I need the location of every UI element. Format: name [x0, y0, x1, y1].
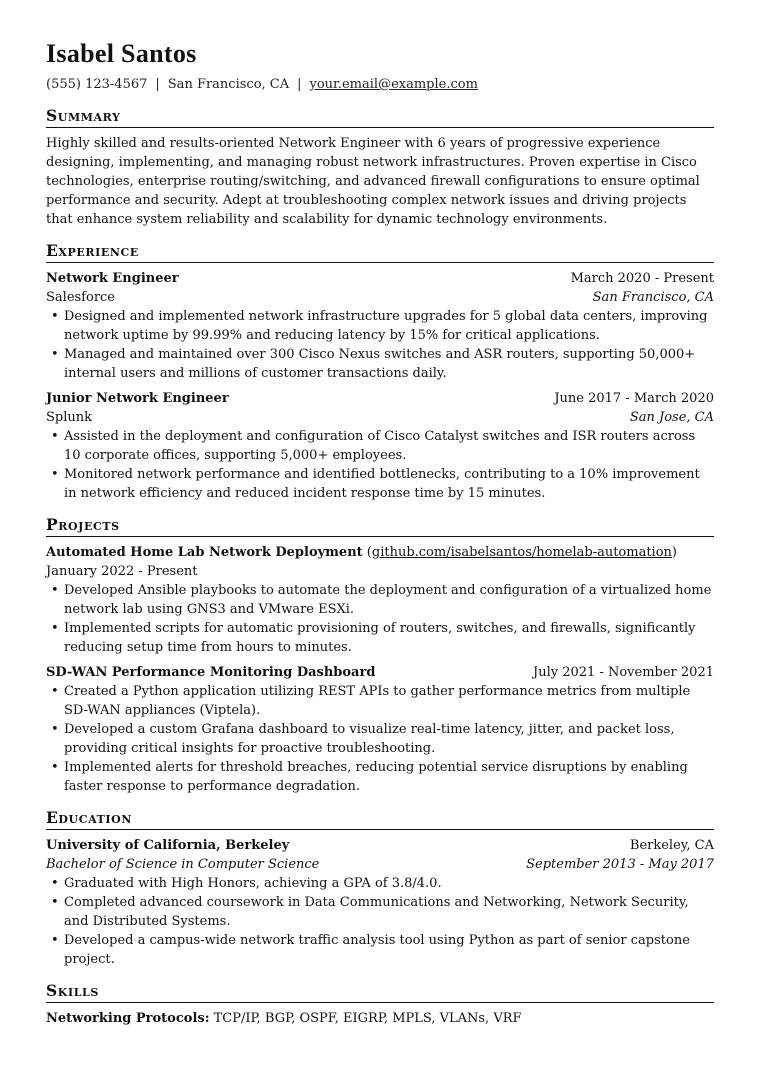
experience-section [46, 241, 714, 503]
list-item: • Created a Python application utilizing REST APIs to gather performance metrics from multiple SD-WAN appliances (Viptela). [46, 682, 714, 720]
list-item: • Developed Ansible playbooks to automate the deployment and configuration of a virtualized home network lab using GNS3 and VMware ESXi. [46, 581, 714, 619]
section-title-experience: Experience [46, 241, 714, 263]
skill-line [46, 1009, 714, 1028]
list-item: • Assisted in the deployment and configuration of Cisco Catalyst switches and ISR routers across 10 corporate offices, supporting 5,000+ employees. [46, 427, 714, 465]
list-item: • Developed a campus-wide network traffic analysis tool using Python as part of senior capstone project. [46, 931, 714, 969]
list-item: • Developed a custom Grafana dashboard to visualize real-time latency, jitter, and packet loss, providing critical insights for proactive troubleshooting. [46, 720, 714, 758]
education-entry [46, 836, 714, 969]
list-item: • Designed and implemented network infrastructure upgrades for 5 global data centers, improving network uptime by 99.99% and reducing latency by 15% for critical applications. [46, 307, 714, 345]
skills-section [46, 981, 714, 1028]
project-link[interactable]: github.com/isabelsantos/homelab-automation [371, 545, 672, 560]
job-company: Splunk [46, 410, 93, 425]
project-bullets [46, 581, 714, 657]
job-bullets [46, 307, 714, 383]
project-entry [46, 663, 714, 796]
summary-text: Highly skilled and results-oriented Network Engineer with 6 years of progressive experience designing, implementing, and managing robust network infrastructures. Proven expertise in Cisco technologies, enterprise routing/switching, and advanced firewall configurations to ensure optimal performance and security. Adept at troubleshooting complex network issues and driving projects that enhance system reliability and scalability for dynamic technology environments. [46, 136, 700, 227]
school-name: University of California, Berkeley [46, 838, 290, 853]
candidate-name: Isabel Santos [46, 39, 197, 68]
job-role: Junior Network Engineer [46, 391, 229, 406]
list-item: • Graduated with High Honors, achieving a GPA of 3.8/4.0. [46, 874, 714, 893]
section-title-summary: Summary [46, 106, 714, 128]
degree: Bachelor of Science in Computer Science [46, 857, 320, 872]
job-entry [46, 389, 714, 503]
project-name: SD-WAN Performance Monitoring Dashboard [46, 665, 376, 680]
job-entry [46, 269, 714, 383]
list-item: • Monitored network performance and identified bottlenecks, contributing to a 10% improvement in network efficiency and reduced incident response time by 15 minutes. [46, 465, 714, 503]
section-title-skills: Skills [46, 981, 714, 1003]
project-dates: July 2021 - November 2021 [533, 665, 714, 680]
education-dates: September 2013 - May 2017 [526, 857, 714, 872]
job-role: Network Engineer [46, 271, 179, 286]
school-location: Berkeley, CA [629, 838, 714, 853]
separator: | [155, 77, 160, 92]
contact-line [46, 76, 714, 94]
job-location: San Jose, CA [629, 410, 714, 425]
skill-label: Networking Protocols: [46, 1011, 210, 1026]
list-item: • Managed and maintained over 300 Cisco Nexus switches and ASR routers, supporting 50,000+ internal users and millions of customer transactions daily. [46, 345, 714, 383]
job-company: Salesforce [46, 290, 116, 305]
education-section [46, 808, 714, 969]
section-title-education: Education [46, 808, 714, 830]
list-item: • Implemented scripts for automatic provisioning of routers, switches, and firewalls, significantly reducing setup time from hours to minutes. [46, 619, 714, 657]
separator: | [297, 77, 302, 92]
list-item: • Completed advanced coursework in Data Communications and Networking, Network Security, and Distributed Systems. [46, 893, 714, 931]
job-location: San Francisco, CA [592, 290, 714, 305]
projects-section [46, 515, 714, 796]
phone-number: (555) 123-4567 [46, 77, 148, 92]
email-link[interactable]: your.email@example.com [309, 77, 478, 92]
project-bullets [46, 682, 714, 796]
location: San Francisco, CA [167, 77, 290, 92]
project-entry: Automated Home Lab Network Deployment (github.com/isabelsantos/homelab-automation) January 2022 - Present • Developed Ansible playbooks to automate the deployment and configuration of a virtualized home network lab using GNS3 and VMware ESXi. • Implemented scripts for automatic provisioning of routers, switches, and firewalls, significantly reducing setup time from hours to minutes. [46, 543, 714, 657]
summary-section [46, 106, 714, 229]
section-title-projects: Projects [46, 515, 714, 537]
skill-value: TCP/IP, BGP, OSPF, EIGRP, MPLS, VLANs, VRF [213, 1011, 522, 1026]
list-item: • Implemented alerts for threshold breaches, reducing potential service disruptions by enabling faster response to performance degradation. [46, 758, 714, 796]
job-dates: March 2020 - Present [570, 271, 714, 286]
job-dates: June 2017 - March 2020 [554, 391, 714, 406]
job-bullets [46, 427, 714, 503]
project-name: Automated Home Lab Network Deployment [46, 545, 363, 560]
project-dates: January 2022 - Present [46, 564, 198, 579]
education-bullets [46, 874, 714, 969]
